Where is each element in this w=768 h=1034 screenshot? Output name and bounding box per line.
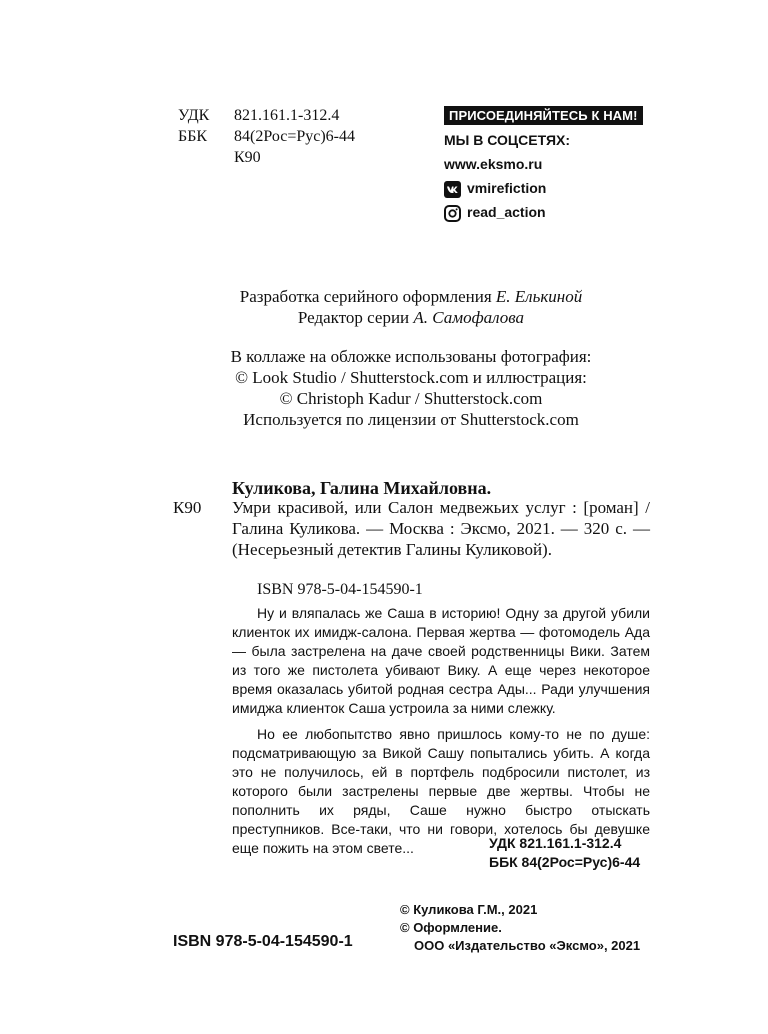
copyright-publisher: ООО «Издательство «Эксмо», 2021 — [414, 938, 641, 953]
collage-line-3: © Christoph Kadur / Shutterstock.com — [279, 389, 543, 408]
series-credits — [150, 286, 672, 328]
design-credit — [150, 286, 672, 307]
instagram-icon — [444, 205, 461, 222]
instagram-row[interactable] — [444, 203, 643, 221]
biblio-author: Куликова, Галина Михайловна. — [232, 478, 492, 498]
bbk-value: 84(2Рос=Рус)6-44 — [234, 128, 356, 145]
udk-label: УДК — [178, 107, 210, 124]
udk-value: 821.161.1-312.4 — [234, 107, 340, 124]
author-code: К90 — [234, 149, 261, 166]
vk-row[interactable] — [444, 179, 643, 197]
collage-line-2: © Look Studio / Shutterstock.com и иллюстрация: — [235, 368, 587, 387]
vk-handle: vmirefiction — [467, 180, 547, 196]
annotation — [232, 604, 650, 858]
biblio-isbn: ISBN 978-5-04-154590-1 — [257, 581, 423, 598]
design-credit-label: Разработка серийного оформления — [239, 287, 492, 306]
author-code-row — [178, 147, 355, 168]
isbn-bottom: ISBN 978-5-04-154590-1 — [173, 933, 353, 950]
social-block — [444, 106, 643, 221]
designer-name: Е. Елькиной — [495, 287, 583, 306]
udk-block-top — [178, 105, 355, 168]
copyright-design: © Оформление. — [400, 920, 502, 935]
bbk-label: ББК — [178, 128, 208, 145]
bbk-bottom-line: ББК 84(2Рос=Рус)6-44 — [489, 854, 641, 870]
biblio-description — [232, 497, 650, 560]
vk-icon — [444, 181, 461, 198]
editor-credit — [150, 307, 672, 328]
udk-block-bottom — [489, 834, 640, 872]
annotation-paragraph-2: Но ее любопытство явно пришлось кому-то не по душе: подсматривающую за Викой Сашу попытались убить. А когда это не получилось, ей в портфель подбросили пистолет, из которого были застрелены первые две жертвы. Чтобы не пополнить их ряды, Саше нужно быстро отыскать преступников. Все-таки, что ни говори, хотелось бы девушке еще пожить на этом свете... — [232, 726, 650, 856]
collage-credits — [150, 346, 672, 430]
udk-bottom-line: УДК 821.161.1-312.4 — [489, 835, 622, 851]
annotation-paragraph-1: Ну и вляпалась же Саша в историю! Одну за другой убили клиенток их имидж-салона. Первая жертва — фотомодель Ада — была застрелена на даче своей родственницы Вики. Затем из того же пистолета убивают Вику. А еще через некоторое время оказалась убитой родная сестра Ады... Ради улучшения имиджа клиенток Саша устроила за ними слежку. — [232, 605, 650, 716]
biblio-code: К90 — [173, 498, 202, 517]
collage-line-1: В коллаже на обложке использованы фотография: — [230, 347, 592, 366]
copyright-author: © Куликова Г.М., 2021 — [400, 902, 538, 917]
collage-line-4: Используется по лицензии от Shutterstock.com — [243, 410, 579, 429]
website-link[interactable]: www.eksmo.ru — [444, 156, 543, 172]
social-subtitle: МЫ В СОЦСЕТЯХ: — [444, 132, 571, 148]
udk-row — [178, 105, 355, 126]
bbk-row — [178, 126, 355, 147]
biblio-description-text: Умри красивой, или Салон медвежьих услуг : [роман] / Галина Куликова. — Москва : Эксмо, 2021. — 320 с. — (Несерьезный детектив Галины Куликовой). — [232, 498, 650, 559]
join-banner: ПРИСОЕДИНЯЙТЕСЬ К НАМ! — [444, 106, 643, 125]
editor-credit-label: Редактор серии — [297, 308, 410, 327]
instagram-handle: read_action — [467, 204, 546, 220]
editor-name: А. Самофалова — [413, 308, 525, 327]
copyright-block — [400, 901, 640, 955]
